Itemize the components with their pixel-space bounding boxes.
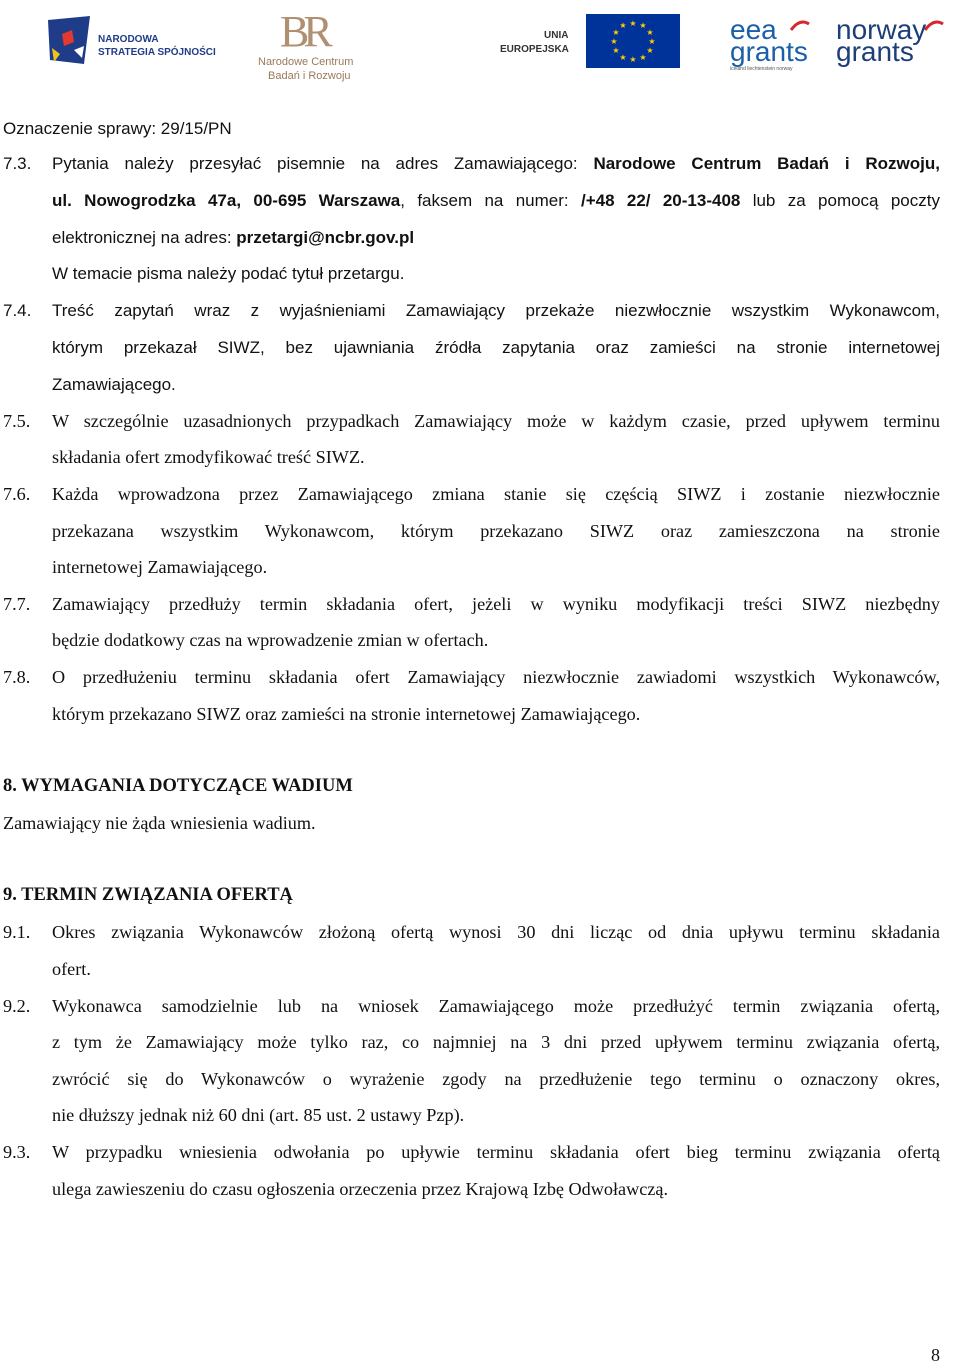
ncbr-logo	[258, 6, 368, 82]
section-7-5-line1: W szczególnie uzasadnionych przypadkach Zamawiający może w każdym czasie, przed upływem terminu	[52, 411, 940, 431]
nss-emblem-icon	[44, 14, 94, 68]
section-7-8-line1: O przedłużeniu terminu składania ofert Zamawiający niezwłocznie zawiadomi wszystkich Wykonawców,	[52, 667, 940, 687]
section-9-heading: 9. TERMIN ZWIĄZANIA OFERTĄ	[3, 885, 293, 905]
svg-text:★: ★	[612, 28, 620, 37]
eu-flag-icon	[586, 14, 680, 68]
section-9-1-line1: Okres związania Wykonawców złożoną ofertą wynosi 30 dni licząc od dnia upływu terminu składania	[52, 922, 940, 942]
section-9-2-line2: z tym że Zamawiający może tylko raz, co najmniej na 3 dni przed upływem terminu związania ofertą,	[52, 1032, 940, 1052]
section-8-text: Zamawiający nie żąda wniesienia wadium.	[3, 813, 316, 833]
section-7-3-line1	[52, 153, 940, 175]
section-9-3-line1: W przypadku wniesienia odwołania po upływie terminu składania ofert bieg terminu związania ofertą	[52, 1142, 940, 1162]
section-9-2-number: 9.2.	[3, 996, 31, 1016]
norway-grants-name: norway	[836, 14, 927, 45]
eu-logo-line2: EUROPEJSKA	[500, 44, 569, 55]
svg-text:★: ★	[629, 55, 637, 64]
section-7-4-number: 7.4.	[3, 301, 32, 320]
section-7-6-line2: przekazana wszystkim Wykonawcom, którym przekazano SIWZ oraz zamieszczona na stronie	[52, 521, 940, 541]
eea-swoosh-icon	[790, 18, 810, 32]
section-9-3-number: 9.3.	[3, 1142, 31, 1162]
email-label: elektronicznej na adres:	[52, 228, 237, 247]
section-7-6-line1: Każda wprowadzona przez Zamawiającego zmiana stanie się częścią SIWZ i zostanie niezwłocznie	[52, 484, 940, 504]
eea-grants-sub: grants	[730, 36, 808, 67]
section-7-7-line1: Zamawiający przedłuży termin składania ofert, jeżeli w wyniku modyfikacji treści SIWZ niezbędny	[52, 594, 940, 614]
svg-text:★: ★	[610, 37, 618, 46]
section-7-8-line2: którym przekazano SIWZ oraz zamieści na stronie internetowej Zamawiającego.	[52, 704, 641, 724]
section-7-3-number: 7.3.	[3, 154, 32, 173]
section-7-3-text: Pytania należy przesyłać pisemnie na adres Zamawiającego:	[52, 154, 594, 173]
fax-label: , faksem na numer:	[400, 191, 581, 210]
section-9-2-line3: zwrócić się do Wykonawców o wyrażenie zgody na przedłużenie tego terminu o oznaczony okres,	[52, 1069, 940, 1089]
eea-grants-logo	[730, 16, 826, 74]
svg-text:★: ★	[629, 19, 637, 28]
section-9-3-line2: ulega zawieszeniu do czasu ogłoszenia orzeczenia przez Krajową Izbę Odwoławczą.	[52, 1179, 669, 1199]
section-9-1-number: 9.1.	[3, 922, 31, 942]
fax-number: /+48 22/ 20-13-408	[580, 191, 741, 210]
section-9-1-line2: ofert.	[52, 959, 91, 979]
section-7-3-line2-end: lub za pomocą poczty	[740, 191, 940, 210]
eea-grants-tagline: iceland liechtenstein norway	[730, 66, 793, 72]
section-7-6-line3: internetowej Zamawiającego.	[52, 557, 268, 577]
svg-text:★: ★	[639, 53, 647, 62]
eu-logo-line1: UNIA	[544, 30, 569, 41]
svg-text:★: ★	[646, 46, 654, 55]
svg-text:★: ★	[646, 28, 654, 37]
section-7-4-line2: którym przekazał SIWZ, bez ujawniania źródła zapytania oraz zamieści na stronie internetowej	[52, 338, 940, 357]
section-7-4-line1: Treść zapytań wraz z wyjaśnieniami Zamawiający przekaże niezwłocznie wszystkim Wykonawcom,	[52, 301, 940, 320]
section-7-6-number: 7.6.	[3, 484, 31, 504]
norway-grants-logo	[836, 16, 952, 68]
svg-text:★: ★	[619, 53, 627, 62]
page-number: 8	[931, 1345, 940, 1365]
nss-logo	[44, 14, 214, 74]
svg-text:★: ★	[612, 46, 620, 55]
svg-text:★: ★	[639, 21, 647, 30]
norway-swoosh-icon	[924, 18, 944, 32]
eu-logo	[500, 14, 682, 70]
section-9-2-line1: Wykonawca samodzielnie lub na wniosek Zamawiającego może przedłużyć termin związania ofertą,	[52, 996, 940, 1016]
eea-grants-name: eea	[730, 14, 777, 45]
ncbr-name: Narodowe Centrum Badań i Rozwoju,	[593, 154, 940, 173]
ncbr-logo-line1: Narodowe Centrum	[258, 56, 354, 68]
section-8-heading: 8. WYMAGANIA DOTYCZĄCE WADIUM	[3, 776, 353, 796]
ncbr-mark: BR	[280, 7, 327, 56]
section-7-5-number: 7.5.	[3, 411, 31, 431]
header-logos	[0, 0, 960, 90]
section-7-3-line2	[52, 190, 940, 212]
case-reference: Oznaczenie sprawy: 29/15/PN	[3, 119, 232, 138]
section-7-5-line2: składania ofert zmodyfikować treść SIWZ.	[52, 447, 365, 467]
norway-grants-sub: grants	[836, 36, 914, 67]
svg-text:★: ★	[648, 37, 656, 46]
section-7-7-number: 7.7.	[3, 594, 31, 614]
nss-logo-line2: STRATEGIA SPÓJNOŚCI	[98, 47, 216, 58]
section-7-4-line3: Zamawiającego.	[52, 375, 176, 394]
ncbr-logo-line2: Badań i Rozwoju	[268, 70, 351, 82]
section-9-2-line4: nie dłuższy jednak niż 60 dni (art. 85 ust. 2 ustawy Pzp).	[52, 1105, 465, 1125]
section-7-7-line2: będzie dodatkowy czas na wprowadzenie zmian w ofertach.	[52, 630, 489, 650]
section-7-8-number: 7.8.	[3, 667, 31, 687]
svg-text:★: ★	[619, 21, 627, 30]
section-7-3-line4: W temacie pisma należy podać tytuł przetargu.	[52, 264, 405, 283]
section-7-3-line3	[52, 227, 414, 249]
ncbr-address: ul. Nowogrodzka 47a, 00-695 Warszawa	[52, 191, 401, 210]
email-address: przetargi@ncbr.gov.pl	[236, 228, 415, 247]
nss-logo-line1: NARODOWA	[98, 34, 159, 45]
